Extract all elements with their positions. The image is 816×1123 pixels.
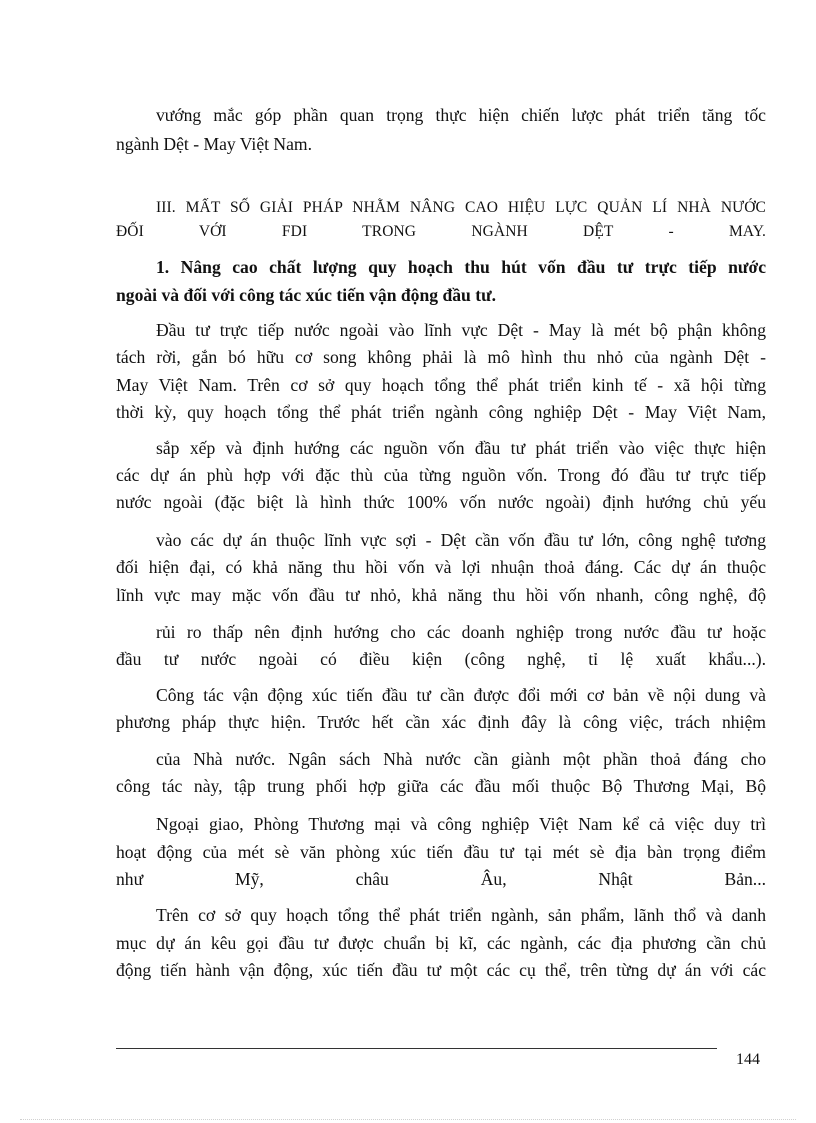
body-text-line: công tác này, tập trung phối hợp giữa các đầu mối thuộc Bộ Thương Mại, Bộ <box>116 776 766 796</box>
body-text-line: các dự án phù hợp với đặc thù của từng nguồn vốn. Trong đó đầu tư trực tiếp <box>116 465 766 485</box>
body-text-line: vướng mắc góp phần quan trọng thực hiện chiến lược phát triển tăng tốc <box>156 105 766 125</box>
body-text-line: mục dự án kêu gọi đầu tư được chuẩn bị kĩ, các ngành, các địa phương cần chủ <box>116 933 766 953</box>
section-heading-line: ĐỐI VỚI FDI TRONG NGÀNH DỆT - MAY. <box>116 223 766 240</box>
footer-rule <box>116 1048 717 1049</box>
body-text-line: Đầu tư trực tiếp nước ngoài vào lĩnh vực Dệt - May là mét bộ phận không <box>156 320 766 340</box>
body-text-line: đối hiện đại, có khả năng thu hồi vốn và lợi nhuận thoả đáng. Các dự án thuộc <box>116 557 766 577</box>
subsection-heading-line: ngoài và đối với công tác xúc tiến vận động đầu tư. <box>116 285 497 305</box>
body-text-line: vào các dự án thuộc lĩnh vực sợi - Dệt cần vốn đầu tư lớn, công nghệ tương <box>156 530 766 550</box>
body-text-line: nước ngoài (đặc biệt là hình thức 100% vốn nước ngoài) định hướng chủ yếu <box>116 492 766 512</box>
body-text-line: Ngoại giao, Phòng Thương mại và công nghiệp Việt Nam kể cả việc duy trì <box>156 814 766 834</box>
body-text-line: lĩnh vực may mặc vốn đầu tư nhỏ, khả năng thu hồi vốn nhanh, công nghệ, độ <box>116 585 766 605</box>
body-text-line: như Mỹ, châu Âu, Nhật Bản... <box>116 869 766 889</box>
body-text-line: phương pháp thực hiện. Trước hết cần xác định đây là công việc, trách nhiệm <box>116 712 766 732</box>
body-text-line: May Việt Nam. Trên cơ sở quy hoạch tổng thể phát triển kinh tế - xã hội từng <box>116 375 766 395</box>
body-text-line: của Nhà nước. Ngân sách Nhà nước cần giành một phần thoả đáng cho <box>156 749 766 769</box>
body-text-line: tách rời, gắn bó hữu cơ song không phải là mô hình thu nhỏ của ngành Dệt - <box>116 347 766 367</box>
body-text-line: rủi ro thấp nên định hướng cho các doanh nghiệp trong nước đầu tư hoặc <box>156 622 766 642</box>
body-text-line: ngành Dệt - May Việt Nam. <box>116 134 313 154</box>
body-text-line: thời kỳ, quy hoạch tổng thể phát triển ngành công nghiệp Dệt - May Việt Nam, <box>116 402 766 422</box>
body-text-line: đầu tư nước ngoài có điều kiện (công nghệ, tỉ lệ xuất khẩu...). <box>116 649 766 669</box>
page-edge-divider <box>20 1119 796 1120</box>
body-text-line: Trên cơ sở quy hoạch tổng thể phát triển ngành, sản phẩm, lãnh thổ và danh <box>156 905 766 925</box>
body-text-line: động tiến hành vận động, xúc tiến đầu tư một các cụ thể, trên từng dự án với các <box>116 960 766 980</box>
section-heading-line: III. MẤT SỐ GIẢI PHÁP NHẰM NÂNG CAO HIỆU LỰC QUẢN LÍ NHÀ NƯỚC <box>156 199 766 216</box>
body-text-line: sắp xếp và định hướng các nguồn vốn đầu tư phát triển vào việc thực hiện <box>156 438 766 458</box>
subsection-heading-line: 1. Nâng cao chất lượng quy hoạch thu hút vốn đầu tư trực tiếp nước <box>156 257 766 277</box>
body-text-line: Công tác vận động xúc tiến đầu tư cần được đổi mới cơ bản về nội dung và <box>156 685 766 705</box>
page-number: 144 <box>736 1051 760 1068</box>
body-text-line: hoạt động của mét sè văn phòng xúc tiến đầu tư tại mét sè địa bàn trọng điểm <box>116 842 766 862</box>
